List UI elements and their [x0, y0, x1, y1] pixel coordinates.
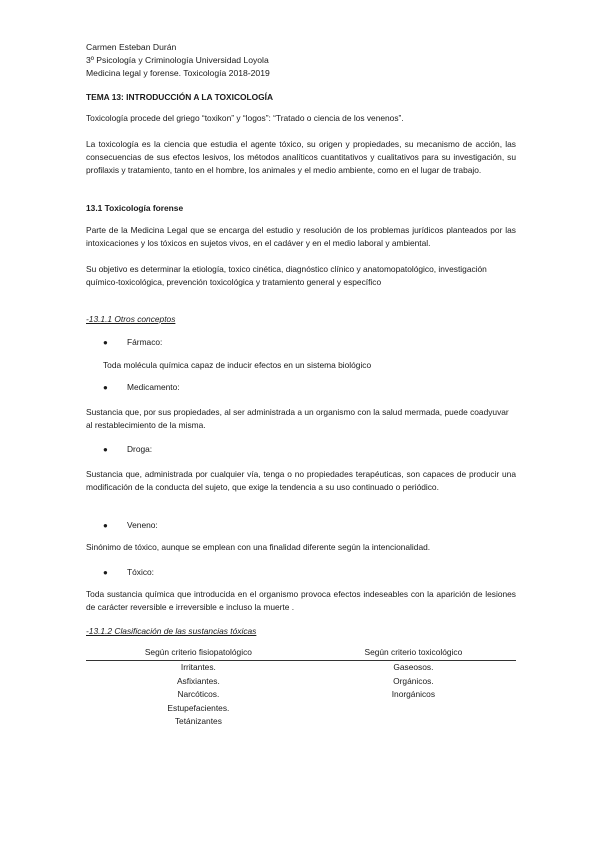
toxico-text: Toda sustancia química que introducida en el organismo provoca efectos indeseables con la aparición de lesiones de carácter reversible e irreversible e incluso la muerte . [86, 589, 516, 613]
table-cell: Estupefacientes. [167, 702, 230, 713]
bullet-dot-icon: ● [103, 383, 108, 392]
table-cell: Inorgánicos [391, 689, 436, 700]
table-row [86, 715, 516, 729]
bullet-droga [103, 443, 152, 456]
farmaco-text: Toda molécula química capaz de inducir efectos en un sistema biológico [103, 360, 372, 370]
definition-paragraph: La toxicología es la ciencia que estudia el agente tóxico, su origen y propiedades, su mecanismo de acción, las consecuencias de sus efectos lesivos, los métodos analíticos cuantitativos y cualitativos para su investigación, su profilaxis y tratamiento, tanto en el hombre, los animales y el medio ambiente, como en el lugar de trabajo. [86, 139, 516, 176]
table-cell: Asfixiantes. [176, 675, 220, 686]
section-13-1-para2: Su objetivo es determinar la etiología, toxico cinética, diagnóstico clínico y anatomopatológico, investigación químico-toxicológica, prevención toxicológica y tratamiento general y específico [86, 264, 487, 288]
header-author: Carmen Esteban Durán [86, 42, 177, 52]
bullet-medicamento [103, 381, 180, 394]
header-subject: Medicina legal y forense. Toxicología 2018-2019 [86, 68, 270, 78]
table-cell [311, 715, 516, 729]
header-course: 3º Psicología y Criminología Universidad Loyola [86, 55, 269, 65]
table-cell: Narcóticos. [177, 689, 220, 700]
table-cell: Orgánicos. [393, 675, 434, 686]
table-row [86, 702, 516, 716]
table-cell [311, 702, 516, 716]
droga-label: Droga: [127, 444, 153, 454]
classification-table [86, 645, 516, 729]
veneno-text: Sinónimo de tóxico, aunque se emplean con una finalidad diferente según la intencionalidad. [86, 542, 431, 552]
table-row [86, 661, 516, 675]
table-row [86, 675, 516, 689]
table-cell: Gaseosos. [393, 662, 434, 672]
etymology-paragraph: Toxicología procede del griego “toxikon” y “logos”: “Tratado o ciencia de los venenos”. [86, 113, 404, 123]
bullet-farmaco [103, 336, 162, 349]
table-row [86, 688, 516, 702]
bullet-dot-icon: ● [103, 445, 108, 454]
bullet-dot-icon: ● [103, 338, 108, 347]
medicamento-label: Medicamento: [127, 382, 180, 392]
section-13-1-heading: 13.1 Toxicología forense [86, 203, 184, 213]
bullet-dot-icon: ● [103, 568, 108, 577]
section-13-1-para1: Parte de la Medicina Legal que se encarga del estudio y resolución de los problemas jurídicos planteados por las intoxicaciones y los tóxicos en sujetos vivos, en el cadáver y en el medio laboral y ambiental. [86, 225, 516, 249]
table-cell: Irritantes. [180, 662, 216, 672]
medicamento-text: Sustancia que, por sus propiedades, al ser administrada a un organismo con la salud mermada, puede coadyuvar al restablecimiento de la misma. [86, 407, 509, 431]
table-header-row [86, 645, 516, 661]
toxico-label: Tóxico: [127, 567, 154, 577]
veneno-label: Veneno: [127, 520, 158, 530]
col1-header: Según criterio fisiopatológico [86, 645, 311, 661]
farmaco-label: Fármaco: [127, 337, 163, 347]
bullet-toxico [103, 566, 154, 579]
col2-header: Según criterio toxicológico [311, 645, 516, 661]
table-cell: Tetánizantes [174, 716, 222, 727]
section-13-1-2-heading: -13.1.2 Clasificación de las sustancias tóxicas [86, 626, 257, 636]
bullet-veneno [103, 519, 158, 532]
droga-text: Sustancia que, administrada por cualquier vía, tenga o no propiedades terapéuticas, son capaces de producir una modificación de la conducta del sujeto, que exige la tendencia a su uso continuado o periódico. [86, 469, 516, 493]
bullet-dot-icon: ● [103, 521, 108, 530]
section-13-1-1-heading: -13.1.1 Otros conceptos [86, 314, 176, 324]
page-title: TEMA 13: INTRODUCCIÓN A LA TOXICOLOGÍA [86, 92, 274, 102]
